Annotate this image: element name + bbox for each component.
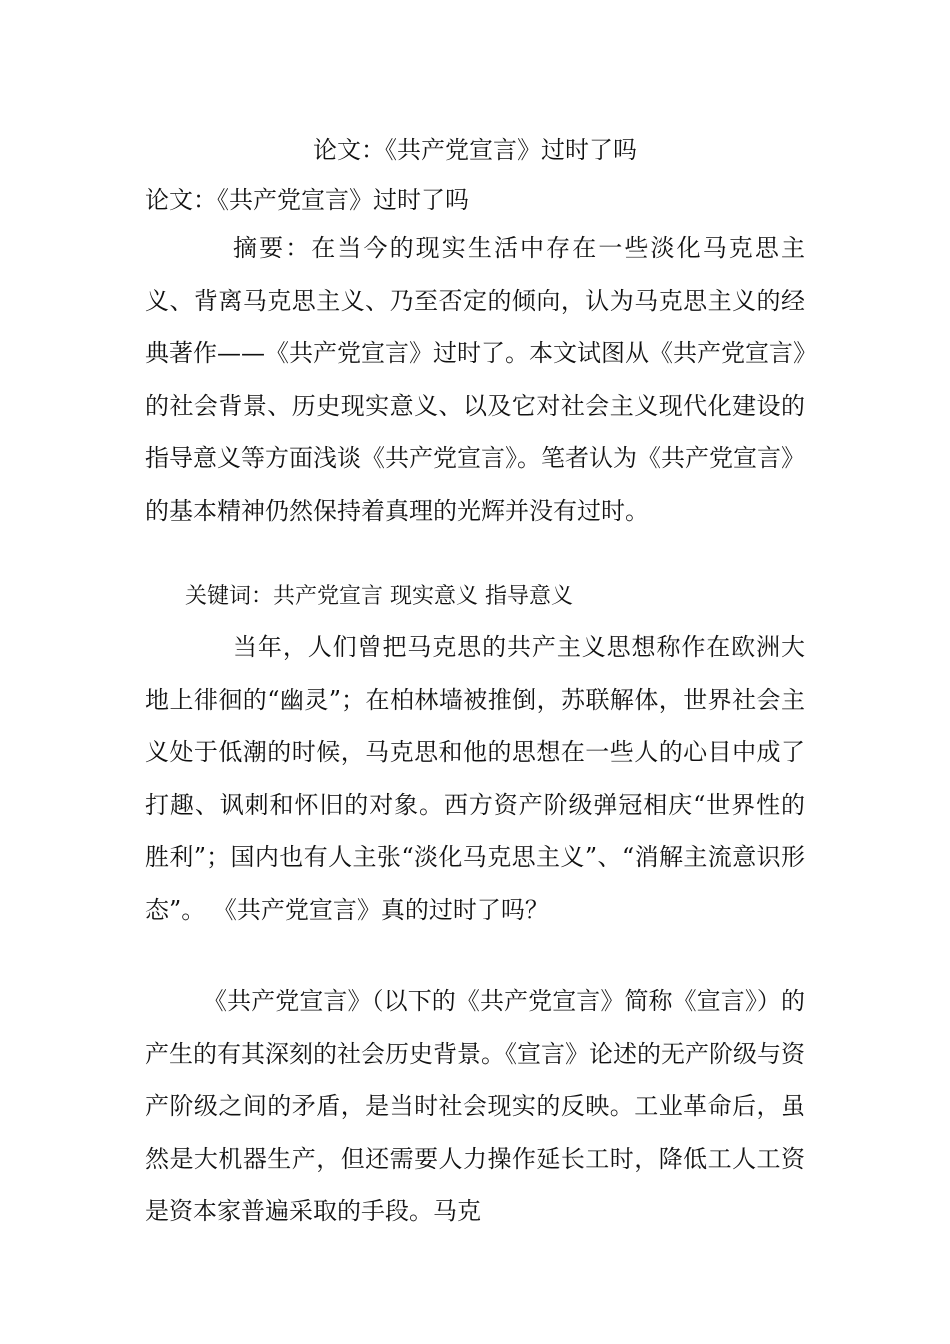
document-title: 论文：《共产党宣言》过时了吗 bbox=[313, 136, 637, 164]
abstract-paragraph: 摘要：在当今的现实生活中存在一些淡化马克思主义、背离马克思主义、乃至否定的倾向，认为马克思主义的经典著作——《共产党宣言》过时了。本文试图从《共产党宣言》的社会背景、历史现实意义、以及它对社会主义现代化建设的指导意义等方面浅谈《共产党宣言》。笔者认为《共产党宣言》的基本精神仍然保持着真理的光辉并没有过时。 bbox=[145, 234, 805, 525]
document-subtitle: 论文：《共产党宣言》过时了吗 bbox=[145, 186, 469, 214]
keywords-line: 关键词：共产党宣言 现实意义 指导意义 bbox=[185, 584, 573, 609]
body-paragraph-1: 当年，人们曾把马克思的共产主义思想称作在欧洲大地上徘徊的“幽灵”；在柏林墙被推倒，苏联解体，世界社会主义处于低潮的时候，马克思和他的思想在一些人的心目中成了打趣、讽刺和怀旧的对象。西方资产阶级弹冠相庆“世界性的胜利”；国内也有人主张“淡化马克思主义”、“消解主流意识形态”。 《共产党宣言》真的过时了吗？ bbox=[145, 633, 805, 924]
body-paragraph-2: 《共产党宣言》（以下的《共产党宣言》简称《宣言》）的产生的有其深刻的社会历史背景。《宣言》论述的无产阶级与资产阶级之间的矛盾，是当时社会现实的反映。工业革命后，虽然是大机器生产，但还需要人力操作延长工时，降低工人工资是资本家普遍采取的手段。马克 bbox=[145, 987, 805, 1225]
